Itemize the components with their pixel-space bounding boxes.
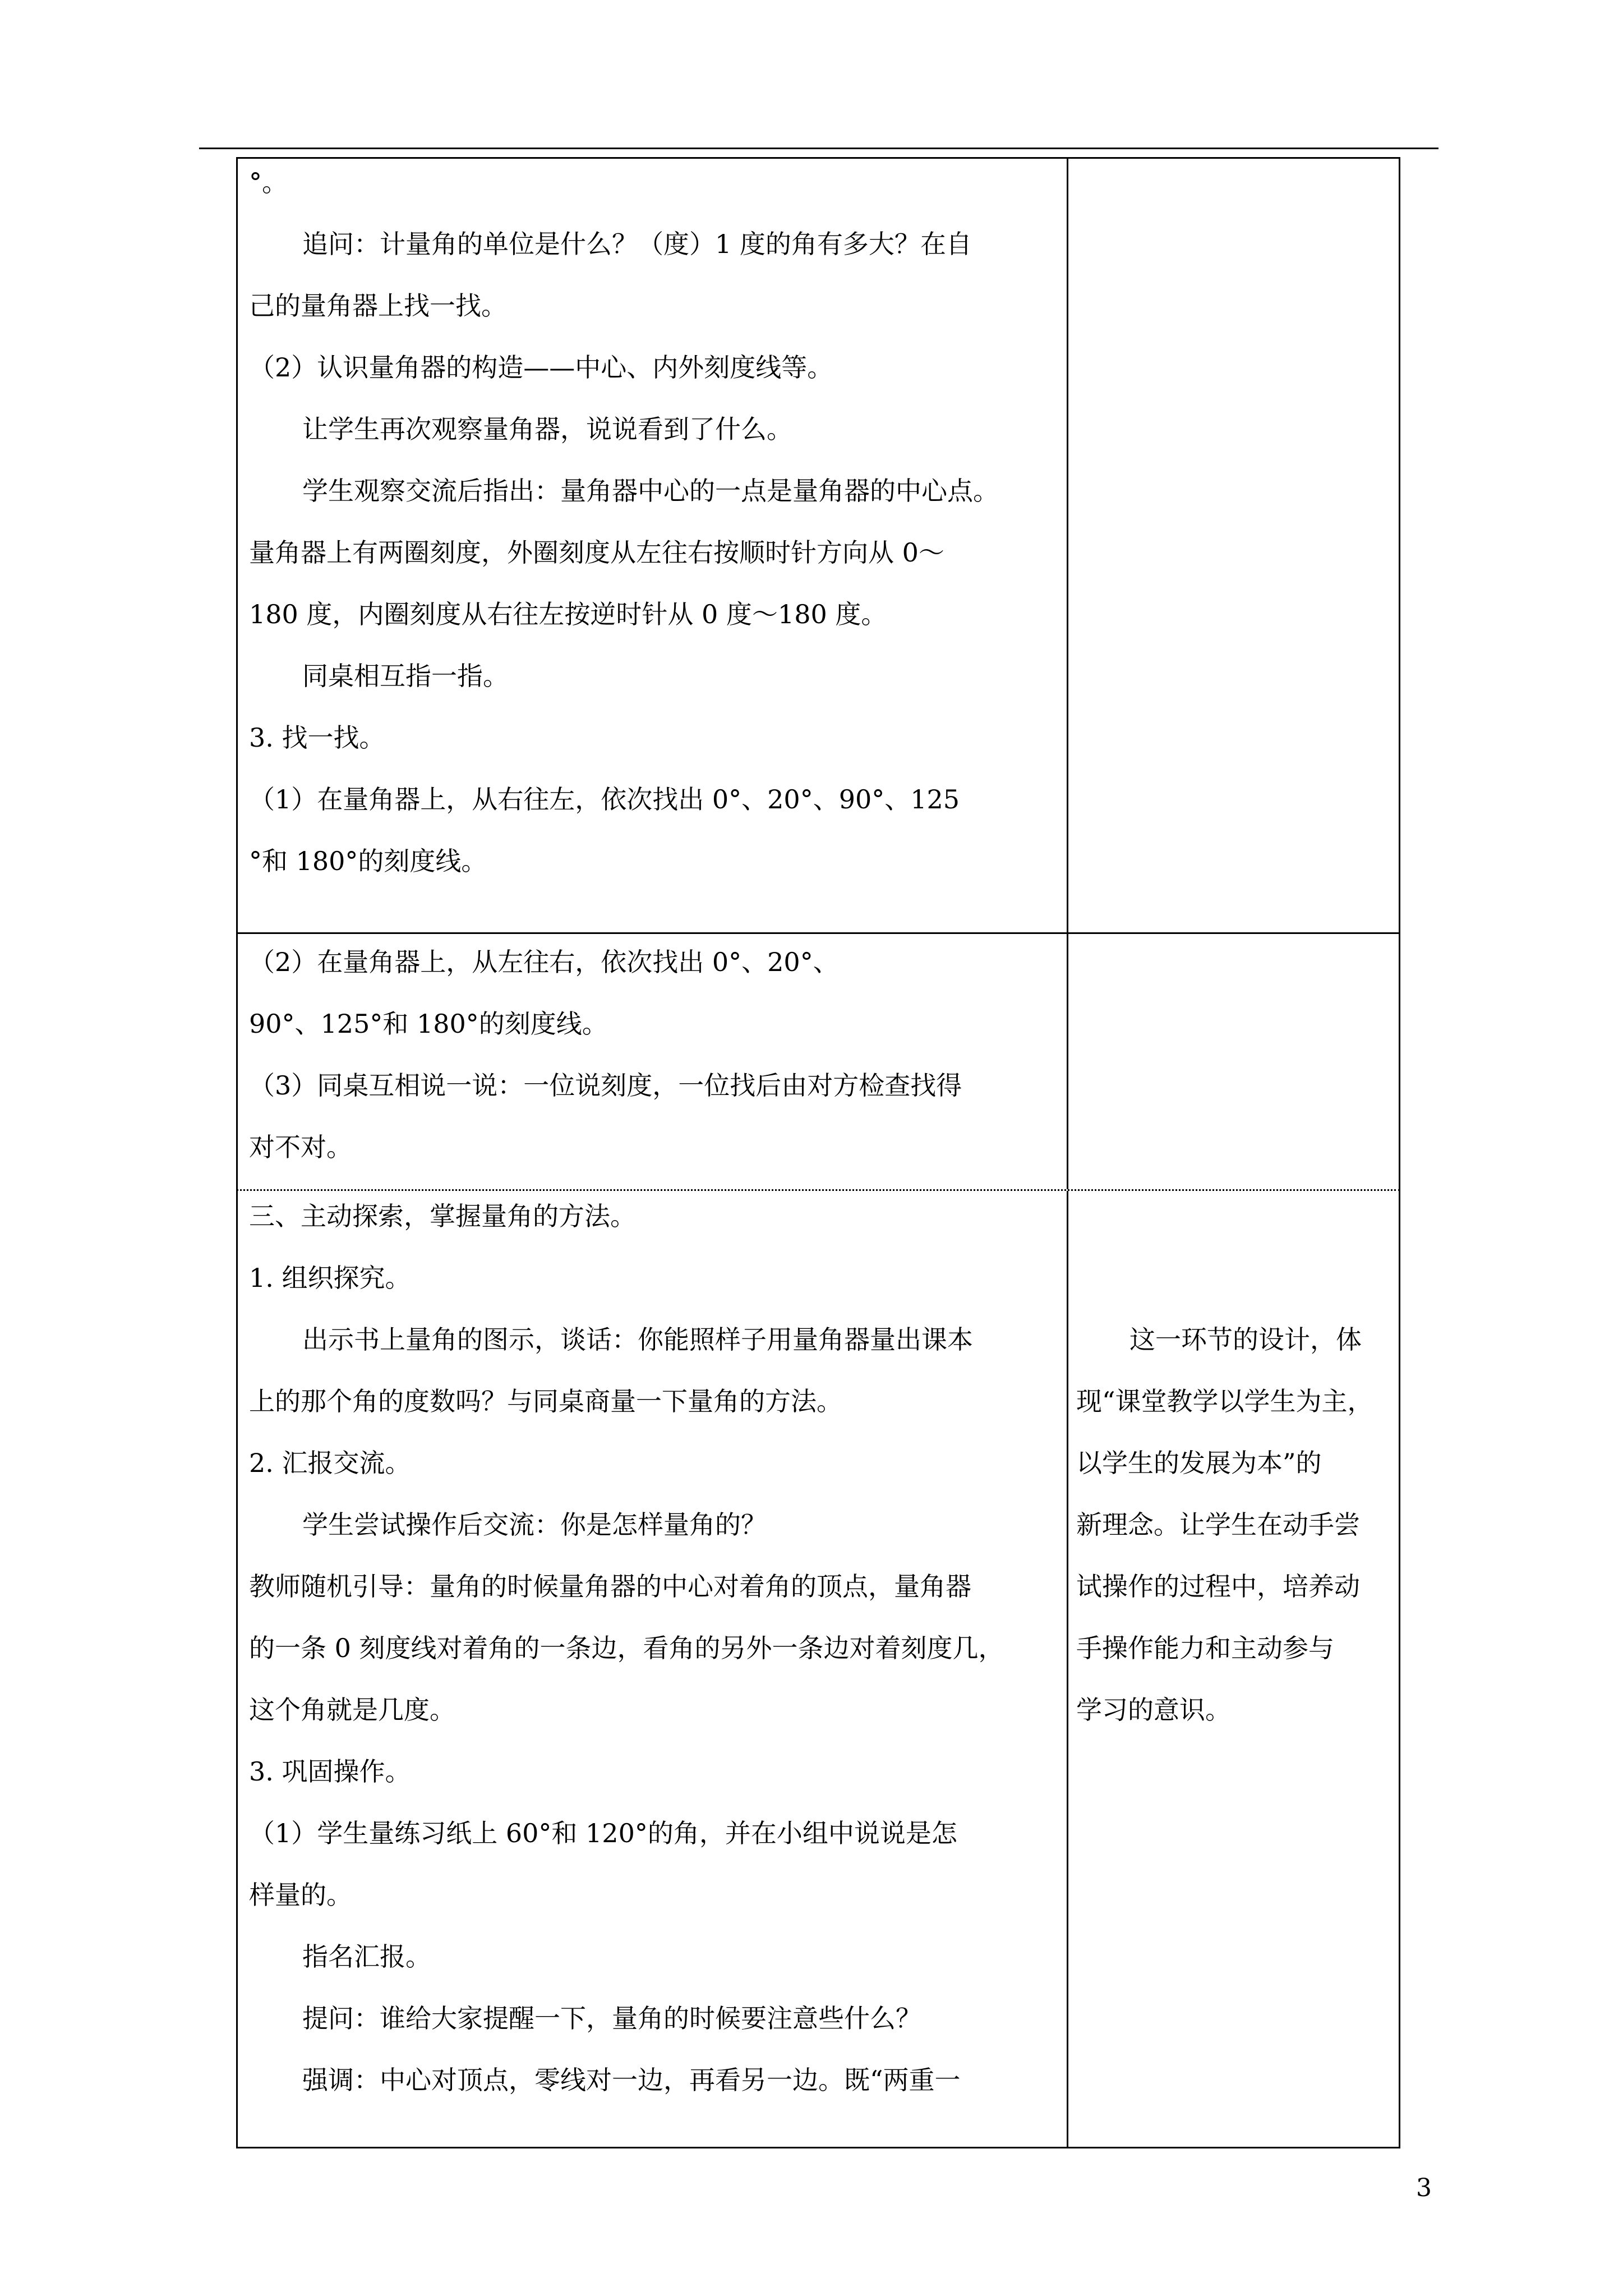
lesson-table-section-2	[236, 934, 1400, 1189]
side-note-line: 试操作的过程中，培养动	[1076, 1571, 1360, 1602]
header-rule	[199, 148, 1438, 149]
column-divider	[1067, 1191, 1068, 2147]
text-line: 对不对。	[249, 1132, 352, 1162]
text-line: （1）学生量练习纸上 60°和 120°的角，并在小组中说说是怎	[249, 1818, 957, 1848]
text-line: 出示书上量角的图示，谈话：你能照样子用量角器量出课本	[302, 1324, 973, 1355]
text-line: 的一条 0 刻度线对着角的一条边，看角的另外一条边对着刻度几，	[249, 1633, 1004, 1663]
text-line: 90°、125°和 180°的刻度线。	[249, 1009, 608, 1039]
text-line: 指名汇报。	[302, 1941, 431, 1972]
text-line: 2. 汇报交流。	[249, 1448, 411, 1478]
text-line: 追问：计量角的单位是什么？（度）1 度的角有多大？在自	[302, 229, 972, 259]
side-note-line: 学习的意识。	[1076, 1695, 1231, 1725]
text-line: 学生观察交流后指出：量角器中心的一点是量角器的中心点。	[302, 476, 999, 506]
text-line: 上的那个角的度数吗？与同桌商量一下量角的方法。	[249, 1386, 842, 1416]
text-line: 学生尝试操作后交流：你是怎样量角的？	[302, 1510, 767, 1540]
text-line: 这个角就是几度。	[249, 1695, 455, 1725]
side-note-line: 以学生的发展为本”的	[1076, 1448, 1322, 1478]
text-line: 1. 组织探究。	[249, 1263, 411, 1293]
lesson-table-section-3	[236, 1189, 1400, 2148]
text-line: 3. 巩固操作。	[249, 1756, 411, 1787]
text-line: 3. 找一找。	[249, 723, 385, 753]
text-line: 己的量角器上找一找。	[249, 291, 507, 321]
text-line: （1）在量角器上，从右往左，依次找出 0°、20°、90°、125	[249, 784, 960, 815]
text-line: 教师随机引导：量角的时候量角器的中心对着角的顶点，量角器	[249, 1571, 971, 1602]
page-number: 3	[1416, 2174, 1432, 2202]
text-line: （2）认识量角器的构造——中心、内外刻度线等。	[249, 352, 833, 383]
lesson-table-section-1	[236, 157, 1400, 934]
text-line: 同桌相互指一指。	[302, 661, 509, 691]
column-divider	[1067, 934, 1068, 1189]
text-line: 让学生再次观察量角器，说说看到了什么。	[302, 414, 792, 444]
text-line: 样量的。	[249, 1880, 352, 1910]
text-line: 量角器上有两圈刻度，外圈刻度从左往右按顺时针方向从 0～	[249, 537, 944, 568]
side-note-line: 新理念。让学生在动手尝	[1076, 1510, 1360, 1540]
text-line: 强调：中心对顶点，零线对一边，再看另一边。既“两重一	[302, 2065, 961, 2095]
column-divider	[1067, 159, 1068, 932]
text-line: 180 度，内圈刻度从右往左按逆时针从 0 度～180 度。	[249, 599, 887, 629]
text-line: 提问：谁给大家提醒一下，量角的时候要注意些什么？	[302, 2003, 921, 2033]
text-line: （3）同桌互相说一说：一位说刻度，一位找后由对方检查找得	[249, 1070, 962, 1101]
text-line: °和 180°的刻度线。	[249, 846, 487, 876]
text-line: °。	[249, 167, 288, 197]
side-note-line: 这一环节的设计，体	[1129, 1324, 1362, 1355]
side-note-line: 手操作能力和主动参与	[1076, 1633, 1334, 1663]
text-line: （2）在量角器上，从左往右，依次找出 0°、20°、	[249, 947, 839, 977]
section-heading: 三、主动探索，掌握量角的方法。	[249, 1201, 636, 1231]
side-note-line: 现“课堂教学以学生为主，	[1076, 1386, 1373, 1416]
